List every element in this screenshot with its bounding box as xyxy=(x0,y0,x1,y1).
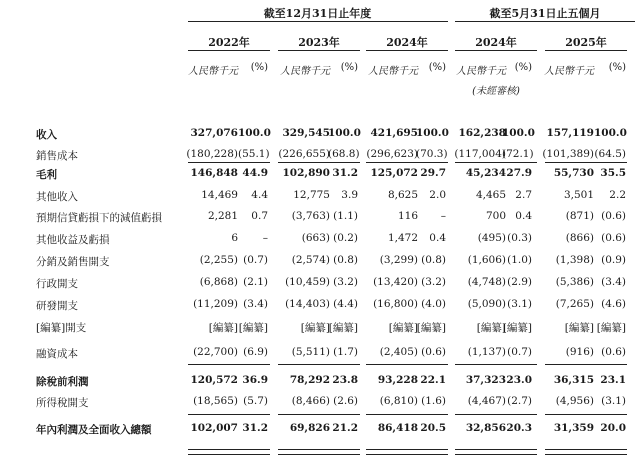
amount-cell: (16,800) xyxy=(373,298,418,310)
percent-cell: 4.4 xyxy=(251,189,268,201)
percent-cell: 31.2 xyxy=(242,422,268,434)
amount-cell: 116 xyxy=(397,210,418,222)
percent-cell: (4.0) xyxy=(421,298,446,310)
percent-cell: (0.9) xyxy=(601,254,626,266)
percent-cell: (3.1) xyxy=(601,395,626,407)
amount-cell: 8,625 xyxy=(387,189,418,201)
amount-cell: 329,545 xyxy=(282,127,330,139)
year-header-2024-five-months: 2024年 xyxy=(475,36,517,49)
percent-cell: (4.6) xyxy=(601,298,626,310)
subtotal-rule xyxy=(366,162,448,163)
amount-cell: (296,623) xyxy=(366,148,418,160)
year-rule xyxy=(188,50,270,51)
double-underline xyxy=(188,449,270,455)
amount-cell: (7,265) xyxy=(555,298,594,310)
amount-cell: 102,890 xyxy=(282,167,330,179)
amount-cell: (6,868) xyxy=(199,276,238,288)
amount-cell: (117,004) xyxy=(454,148,506,160)
year-rule xyxy=(278,50,360,51)
percent-cell: 20.5 xyxy=(420,422,446,434)
subtotal-rule xyxy=(278,364,360,365)
percent-cell: [編纂] xyxy=(328,322,358,334)
amount-cell: (663) xyxy=(301,232,330,244)
percent-cell: 0.4 xyxy=(515,210,532,222)
percent-cell: (3.2) xyxy=(333,276,358,288)
percent-cell: (0.8) xyxy=(333,254,358,266)
amount-cell: (18,565) xyxy=(193,395,238,407)
amount-cell: 78,292 xyxy=(289,374,330,386)
amount-cell: 31,359 xyxy=(553,422,594,434)
subtotal-rule xyxy=(455,364,537,365)
percent-cell: 100.0 xyxy=(502,127,535,139)
amount-cell: (8,466) xyxy=(291,395,330,407)
amount-cell: (13,420) xyxy=(373,276,418,288)
percent-cell: (1.6) xyxy=(421,395,446,407)
row-label: [編纂]開支 xyxy=(36,322,87,334)
double-underline xyxy=(366,449,448,455)
percent-cell: 100.0 xyxy=(328,127,361,139)
amount-cell: (14,403) xyxy=(285,298,330,310)
subtotal-rule xyxy=(188,364,270,365)
amount-cell: 1,472 xyxy=(387,232,418,244)
percent-cell: (2.6) xyxy=(333,395,358,407)
double-underline xyxy=(278,449,360,455)
percent-cell: 3.9 xyxy=(341,189,358,201)
amount-cell: (495) xyxy=(477,232,506,244)
group-rule-left xyxy=(188,21,448,22)
year-rule xyxy=(545,50,627,51)
amount-cell: 146,848 xyxy=(190,167,238,179)
amount-cell: 32,856 xyxy=(465,422,506,434)
amount-cell: (226,655) xyxy=(278,148,330,160)
amount-cell: 162,238 xyxy=(458,127,506,139)
percent-cell: 100.0 xyxy=(238,127,271,139)
percent-cell: (3.4) xyxy=(601,276,626,288)
percent-cell: 44.9 xyxy=(242,167,268,179)
amount-cell: [編纂] xyxy=(476,322,506,334)
row-label: 行政開支 xyxy=(36,278,78,290)
double-underline xyxy=(455,449,537,455)
group-rule-right xyxy=(455,21,635,22)
percent-cell: (72.1) xyxy=(502,148,534,160)
unit-header: 人民幣千元 xyxy=(456,66,506,77)
amount-cell: 3,501 xyxy=(563,189,594,201)
percent-cell: 36.9 xyxy=(242,374,268,386)
row-label: 所得稅開支 xyxy=(36,397,89,409)
subtotal-rule xyxy=(278,162,360,163)
amount-cell: (11,209) xyxy=(193,298,238,310)
percent-cell: (6.9) xyxy=(243,346,268,358)
amount-cell: [編纂] xyxy=(208,322,238,334)
percent-cell: [編纂] xyxy=(416,322,446,334)
percent-cell: (1.0) xyxy=(507,254,532,266)
amount-cell: 157,119 xyxy=(546,127,594,139)
row-label: 融資成本 xyxy=(36,348,78,360)
percent-cell: 29.7 xyxy=(420,167,446,179)
pct-header: (%) xyxy=(250,62,268,73)
pct-header: (%) xyxy=(514,62,532,73)
percent-cell: 21.2 xyxy=(332,422,358,434)
subtotal-rule xyxy=(545,162,627,163)
percent-cell: 23.1 xyxy=(600,374,626,386)
amount-cell: 327,076 xyxy=(190,127,238,139)
amount-cell: 700 xyxy=(485,210,506,222)
amount-cell: (5,090) xyxy=(467,298,506,310)
percent-cell: – xyxy=(262,232,268,244)
unit-header: 人民幣千元 xyxy=(544,66,594,77)
percent-cell: (0.6) xyxy=(601,346,626,358)
year-rule xyxy=(366,50,448,51)
percent-cell: [編纂] xyxy=(238,322,268,334)
percent-cell: [編纂] xyxy=(502,322,532,334)
subtotal-rule xyxy=(188,414,270,415)
row-label: 除稅前利潤 xyxy=(36,376,89,388)
amount-cell: 93,228 xyxy=(377,374,418,386)
percent-cell: 100.0 xyxy=(594,127,627,139)
subtotal-rule xyxy=(188,162,270,163)
percent-cell: 2.7 xyxy=(515,189,532,201)
year-header-2023: 2023年 xyxy=(298,36,340,49)
amount-cell: 2,281 xyxy=(207,210,238,222)
amount-cell: 86,418 xyxy=(377,422,418,434)
percent-cell: 2.2 xyxy=(609,189,626,201)
amount-cell: (5,386) xyxy=(555,276,594,288)
percent-cell: 0.7 xyxy=(251,210,268,222)
percent-cell: (2.1) xyxy=(243,276,268,288)
percent-cell: 23.8 xyxy=(332,374,358,386)
subtotal-rule xyxy=(455,414,537,415)
amount-cell: (3,763) xyxy=(291,210,330,222)
amount-cell: (22,700) xyxy=(193,346,238,358)
amount-cell: 120,572 xyxy=(190,374,238,386)
amount-cell: 102,007 xyxy=(190,422,238,434)
amount-cell: [編纂] xyxy=(388,322,418,334)
percent-cell: 31.2 xyxy=(332,167,358,179)
amount-cell: [編纂] xyxy=(300,322,330,334)
percent-cell: (3.2) xyxy=(421,276,446,288)
amount-cell: 6 xyxy=(231,232,238,244)
percent-cell: (0.2) xyxy=(333,232,358,244)
percent-cell: 22.1 xyxy=(420,374,446,386)
amount-cell: (2,574) xyxy=(291,254,330,266)
percent-cell: (1.7) xyxy=(333,346,358,358)
percent-cell: 20.0 xyxy=(600,422,626,434)
amount-cell: 55,730 xyxy=(553,167,594,179)
group-header-five-months: 截至5月31日止五個月 xyxy=(489,7,601,20)
amount-cell: (5,511) xyxy=(291,346,330,358)
percent-cell: – xyxy=(440,210,446,222)
percent-cell: (0.6) xyxy=(601,232,626,244)
percent-cell: (55.1) xyxy=(238,148,270,160)
percent-cell: 23.0 xyxy=(506,374,532,386)
percent-cell: (3.1) xyxy=(507,298,532,310)
row-label: 收入 xyxy=(36,129,57,141)
amount-cell: (3,299) xyxy=(379,254,418,266)
amount-cell: (1,137) xyxy=(467,346,506,358)
amount-cell: 12,775 xyxy=(293,189,330,201)
subtotal-rule xyxy=(455,162,537,163)
pct-header: (%) xyxy=(340,62,358,73)
amount-cell: (101,389) xyxy=(542,148,594,160)
amount-cell: 14,469 xyxy=(201,189,238,201)
unit-header: 人民幣千元 xyxy=(188,66,238,77)
percent-cell: (0.7) xyxy=(243,254,268,266)
amount-cell: (6,810) xyxy=(379,395,418,407)
row-label: 銷售成本 xyxy=(36,150,78,162)
percent-cell: (70.3) xyxy=(416,148,448,160)
row-label: 其他收益及虧損 xyxy=(36,234,110,246)
row-label: 毛利 xyxy=(36,169,57,181)
subtotal-rule xyxy=(366,414,448,415)
amount-cell: (1,398) xyxy=(555,254,594,266)
amount-cell: (4,956) xyxy=(555,395,594,407)
percent-cell: [編纂] xyxy=(596,322,626,334)
subtotal-rule xyxy=(545,364,627,365)
row-label: 年內利潤及全面收入總額 xyxy=(36,424,152,436)
double-underline xyxy=(545,449,627,455)
percent-cell: (5.7) xyxy=(243,395,268,407)
row-label: 預期信貸虧損下的減值虧損 xyxy=(36,212,162,224)
percent-cell: (0.3) xyxy=(507,232,532,244)
percent-cell: (2.9) xyxy=(507,276,532,288)
row-label: 研發開支 xyxy=(36,300,78,312)
amount-cell: 69,826 xyxy=(289,422,330,434)
percent-cell: 20.3 xyxy=(506,422,532,434)
subtotal-rule xyxy=(545,414,627,415)
amount-cell: (2,405) xyxy=(379,346,418,358)
percent-cell: (4.4) xyxy=(333,298,358,310)
percent-cell: 100.0 xyxy=(416,127,449,139)
amount-cell: 421,695 xyxy=(370,127,418,139)
percent-cell: (3.4) xyxy=(243,298,268,310)
percent-cell: (0.7) xyxy=(507,346,532,358)
unit-header: 人民幣千元 xyxy=(280,66,330,77)
amount-cell: 125,072 xyxy=(370,167,418,179)
pct-header: (%) xyxy=(428,62,446,73)
amount-cell: 37,323 xyxy=(465,374,506,386)
unit-header: 人民幣千元 xyxy=(368,66,418,77)
year-header-2022: 2022年 xyxy=(208,36,250,49)
subtotal-rule xyxy=(366,364,448,365)
amount-cell: (1,606) xyxy=(467,254,506,266)
amount-cell: (871) xyxy=(565,210,594,222)
pct-header: (%) xyxy=(608,62,626,73)
amount-cell: 36,315 xyxy=(553,374,594,386)
percent-cell: (64.5) xyxy=(594,148,626,160)
amount-cell: (4,467) xyxy=(467,395,506,407)
percent-cell: (1.1) xyxy=(333,210,358,222)
amount-cell: (180,228) xyxy=(186,148,238,160)
row-label: 分銷及銷售開支 xyxy=(36,256,110,268)
amount-cell: (866) xyxy=(565,232,594,244)
amount-cell: 4,465 xyxy=(475,189,506,201)
percent-cell: (2.7) xyxy=(507,395,532,407)
year-rule xyxy=(455,50,537,51)
percent-cell: 35.5 xyxy=(600,167,626,179)
amount-cell: 45,234 xyxy=(465,167,506,179)
percent-cell: 0.4 xyxy=(429,232,446,244)
percent-cell: (0.6) xyxy=(421,346,446,358)
year-header-2024: 2024年 xyxy=(386,36,428,49)
row-label: 其他收入 xyxy=(36,191,78,203)
percent-cell: (68.8) xyxy=(328,148,360,160)
percent-cell: (0.6) xyxy=(601,210,626,222)
percent-cell: 2.0 xyxy=(429,189,446,201)
percent-cell: 27.9 xyxy=(506,167,532,179)
amount-cell: (10,459) xyxy=(285,276,330,288)
group-header-fiscal-year: 截至12月31日止年度 xyxy=(263,7,372,20)
unaudited-note: (未經審核) xyxy=(472,86,520,97)
year-header-2025-five-months: 2025年 xyxy=(565,36,607,49)
amount-cell: (2,255) xyxy=(199,254,238,266)
amount-cell: [編纂] xyxy=(564,322,594,334)
amount-cell: (4,748) xyxy=(467,276,506,288)
subtotal-rule xyxy=(278,414,360,415)
amount-cell: (916) xyxy=(565,346,594,358)
percent-cell: (0.8) xyxy=(421,254,446,266)
